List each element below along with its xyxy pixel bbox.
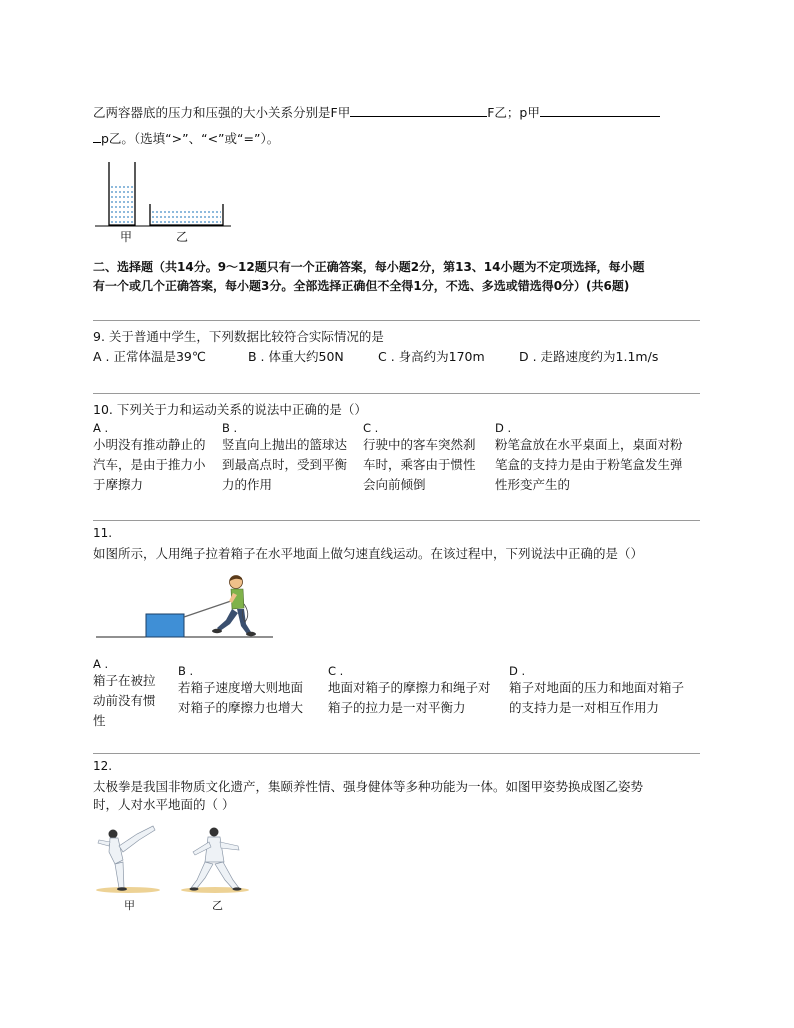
q10-option-c[interactable] — [363, 421, 488, 495]
option-text: 车时，乘客由于惯性 — [363, 457, 476, 472]
divider — [93, 753, 700, 754]
option-text: 到最高点时，受到平衡 — [222, 457, 348, 472]
intro-text-2: p乙。（选填“>”、“<”或“=”）。 — [101, 131, 280, 146]
question-12-number: 12. — [93, 759, 113, 773]
q9-option-d[interactable]: D . 走路速度约为1.1m/s — [519, 349, 659, 364]
fig-label-yi: 乙 — [176, 230, 189, 244]
container-yi — [150, 204, 223, 225]
answer-blank-2[interactable] — [540, 104, 660, 117]
intro-text-1-mid: F乙；p甲 — [487, 105, 540, 120]
q11-option-d[interactable] — [509, 664, 704, 718]
taichi-label-yi: 乙 — [212, 899, 223, 912]
option-label: B . — [222, 421, 238, 435]
option-text: 笔盒的支持力是由于粉笔盒发生弹 — [495, 457, 683, 472]
fig-label-jia: 甲 — [120, 230, 133, 244]
question-11-number: 11. — [93, 526, 113, 540]
option-label: C . — [363, 421, 379, 435]
answer-blank-2-cont[interactable] — [93, 130, 101, 143]
option-text: 力的作用 — [222, 477, 273, 492]
option-label: A . — [93, 657, 109, 671]
pulling-box-figure — [93, 570, 278, 640]
divider — [93, 320, 700, 321]
option-text: 竖直向上抛出的篮球达 — [222, 437, 348, 452]
box — [146, 614, 184, 637]
option-text: 小明没有推动静止的 — [93, 437, 206, 452]
intro-line-1 — [93, 103, 660, 121]
option-text: 性 — [93, 713, 106, 728]
q11-option-c[interactable] — [328, 664, 506, 718]
option-text: 于摩擦力 — [93, 477, 144, 492]
option-text: 会向前倾倒 — [363, 477, 426, 492]
answer-blank-1[interactable] — [350, 104, 487, 117]
option-label: D . — [495, 421, 512, 435]
option-text: 若箱子速度增大则地面 — [178, 680, 304, 695]
option-text: 地面对箱子的摩擦力和绳子对 — [328, 680, 491, 695]
question-12-stem-line-2: 时，人对水平地面的（ ） — [93, 797, 235, 812]
q9-option-a[interactable]: A . 正常体温是39℃ — [93, 349, 206, 364]
option-text: 箱子在被拉 — [93, 673, 156, 688]
option-text: 对箱子的摩擦力也增大 — [178, 700, 304, 715]
option-text: 汽车，是由于推力小 — [93, 457, 206, 472]
option-text: 性形变产生的 — [495, 477, 571, 492]
intro-line-2 — [93, 129, 279, 147]
q9-option-b[interactable]: B . 体重大约50N — [248, 349, 344, 364]
q10-option-b[interactable] — [222, 421, 362, 495]
container-jia — [109, 162, 135, 225]
section-heading-line-1: 二、选择题（共14分。9～12题只有一个正确答案，每小题2分，第13、14小题为不定项选择，每小题 — [93, 260, 645, 274]
option-label: D . — [509, 664, 526, 678]
taichi-pose-jia — [96, 826, 160, 893]
question-10-stem: 10. 下列关于力和运动关系的说法中正确的是（） — [93, 402, 367, 417]
divider — [93, 393, 700, 394]
option-label: C . — [328, 664, 344, 678]
q10-option-d[interactable] — [495, 421, 705, 495]
option-text: 的支持力是一对相互作用力 — [509, 700, 660, 715]
rope — [184, 601, 231, 617]
intro-text-1: 乙两容器底的压力和压强的大小关系分别是F甲 — [93, 105, 351, 120]
option-label: A . — [93, 421, 109, 435]
option-text: 箱子的拉力是一对平衡力 — [328, 700, 466, 715]
q9-option-c[interactable]: C . 身高约为170m — [378, 349, 485, 364]
section-heading-line-2: 有一个或几个正确答案，每小题3分。全部选择正确但不全得1分，不选、多选或错选得0分）(共6题) — [93, 279, 630, 293]
option-label: B . — [178, 664, 194, 678]
container-figure — [93, 156, 233, 246]
taichi-figure — [93, 822, 258, 897]
q11-option-b[interactable] — [178, 664, 323, 718]
question-9-stem: 9. 关于普通中学生，下列数据比较符合实际情况的是 — [93, 329, 384, 344]
q10-option-a[interactable] — [93, 421, 218, 495]
q11-option-a[interactable] — [93, 657, 171, 731]
divider — [93, 520, 700, 521]
option-text: 箱子对地面的压力和地面对箱子 — [509, 680, 685, 695]
option-text: 动前没有惯 — [93, 693, 156, 708]
question-12-stem-line-1: 太极拳是我国非物质文化遗产，集颐养性情、强身健体等多种功能为一体。如图甲姿势换成图乙姿势 — [93, 779, 644, 794]
option-text: 行驶中的客车突然刹 — [363, 437, 476, 452]
question-11-stem: 如图所示，人用绳子拉着箱子在水平地面上做匀速直线运动。在该过程中，下列说法中正确的是（） — [93, 546, 644, 561]
taichi-label-jia: 甲 — [124, 899, 135, 912]
option-text: 粉笔盒放在水平桌面上，桌面对粉 — [495, 437, 683, 452]
taichi-pose-yi — [181, 828, 249, 894]
